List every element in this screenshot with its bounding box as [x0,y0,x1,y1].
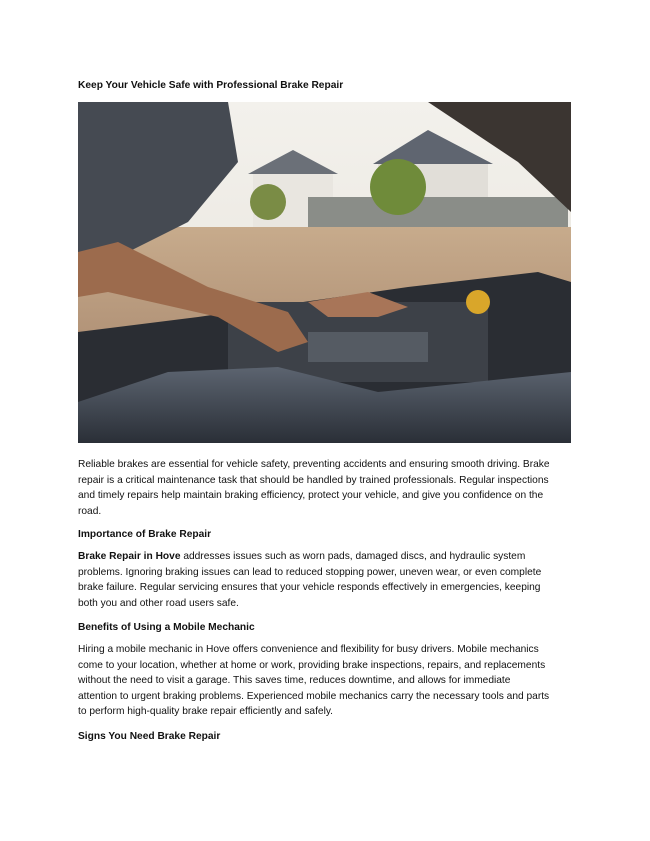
text-line: Hiring a mobile mechanic in Hove offers convenience and flexibility for busy drivers. Mobile mechanics [78,644,539,655]
text-line: addresses issues such as worn pads, damaged discs, and hydraulic system [180,551,526,562]
heading-benefits: Benefits of Using a Mobile Mechanic [78,622,255,633]
importance-paragraph [78,549,541,611]
text-line: Reliable brakes are essential for vehicle safety, preventing accidents and ensuring smooth driving. Brake [78,459,550,470]
text-line: brake failure. Regular servicing ensures that your vehicle responds effectively in emergencies, keeping [78,582,541,593]
intro-paragraph [78,457,550,519]
text-line: problems. Ignoring braking issues can lead to reduced stopping power, uneven wear, or even complete [78,566,542,578]
text-line: to perform high-quality brake repair efficiently and safely. [78,706,334,717]
text-line: repair is a critical maintenance task that should be handled by trained professionals. Regular inspections [78,474,549,486]
text-line: come to your location, whether at home or work, providing brake inspections, repairs, and replacements [78,659,546,671]
text-line: both you and other road users safe. [78,597,239,609]
mechanic-engine-photo [78,102,571,443]
bold-lead: Brake Repair in Hove [78,551,181,562]
page-title: Keep Your Vehicle Safe with Professional Brake Repair [78,80,344,91]
benefits-paragraph [78,642,549,720]
text-line: and timely repairs help maintain braking efficiency, protect your vehicle, and give you confidence on the [78,490,544,501]
text-line: road. [78,505,102,517]
text-line: without the need to visit a garage. This saves time, reduces downtime, and allows for immediate [78,675,511,686]
text-line: attention to urgent braking problems. Experienced mobile mechanics carry the necessary tools and parts [78,690,550,702]
heading-signs: Signs You Need Brake Repair [78,731,221,742]
heading-importance: Importance of Brake Repair [78,529,212,540]
